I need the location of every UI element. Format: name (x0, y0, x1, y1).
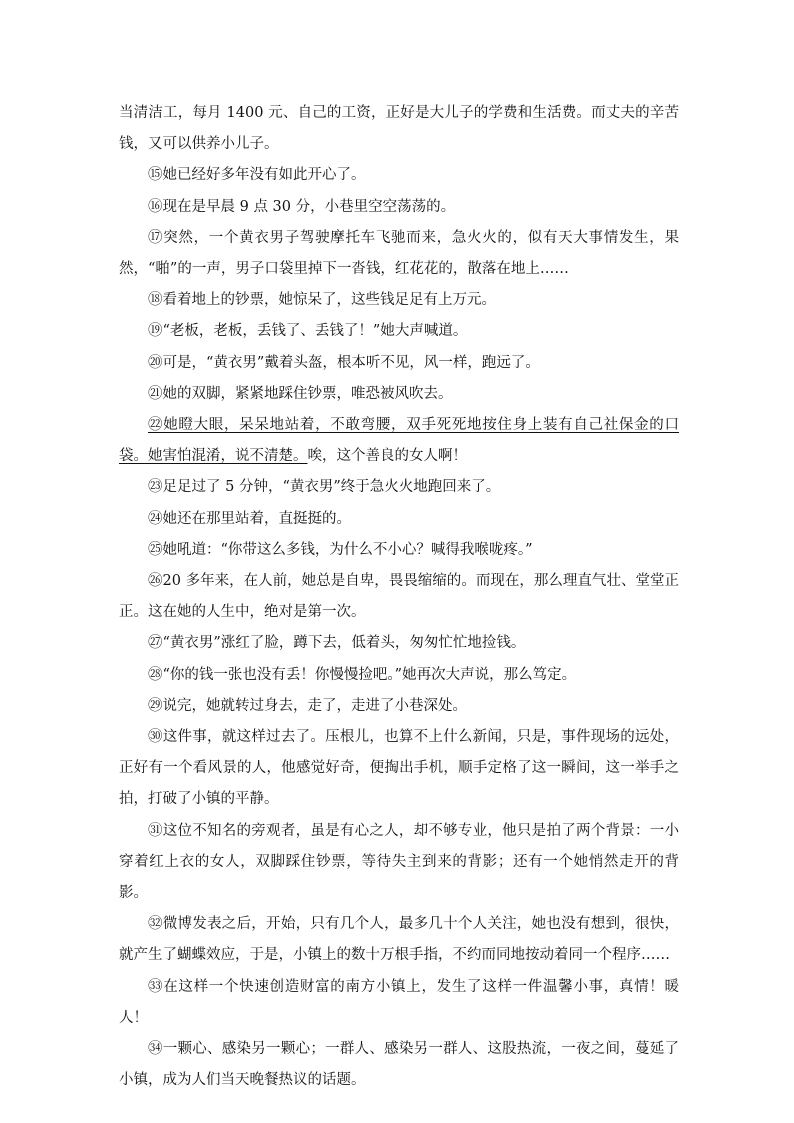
paragraph-31: ㉛这位不知名的旁观者，虽是有心之人，却不够专业，他只是拍了两个背景：一小穿着红上衣的女人，双脚踩住钞票，等待失主到来的背影；还有一个她悄然走开的背影。 (119, 822, 679, 902)
paragraph-16: ⑯现在是早晨 9 点 30 分，小巷里空空荡荡的。 (148, 198, 456, 215)
paragraph-19: ⑲“老板，老板，丢钱了、丢钱了！”她大声喊道。 (148, 323, 468, 340)
paragraph-20: ⑳可是，“黄衣男”戴着头盔，根本听不见，风一样，跑远了。 (148, 354, 540, 371)
underlined-sentence: ㉒她瞪大眼，呆呆地站着，不敢弯腰，双手死死地按住身上装有自己社保金的口袋。她害怕混淆，说不清楚。 (119, 417, 679, 465)
paragraph-continued: 当清洁工，每月 1400 元、自己的工资，正好是大儿子的学费和生活费。而丈夫的辛苦钱，又可以供养小儿子。 (119, 105, 679, 153)
document-body (119, 98, 679, 1097)
paragraph-34: ㉞一颗心、感染另一颗心；一群人、感染另一群人、这股热流，一夜之间，蔓延了小镇，成为人们当天晚餐热议的话题。 (119, 1041, 679, 1089)
paragraph-33: ㉝在这样一个快速创造财富的南方小镇上，发生了这样一件温馨小事，真情！暖人！ (119, 978, 679, 1026)
paragraph-26: ㉖20 多年来，在人前，她总是自卑，畏畏缩缩的。而现在，那么理直气壮、堂堂正正。这在她的人生中，绝对是第一次。 (119, 573, 679, 621)
paragraph-24: ㉔她还在那里站着，直挺挺的。 (148, 510, 351, 527)
paragraph-30: ㉚这件事，就这样过去了。压根儿，也算不上什么新闻，只是，事件现场的远处，正好有一个看风景的人，他感觉好奇，便掏出手机，顺手定格了这一瞬间，这一举手之拍，打破了小镇的平静。 (119, 729, 679, 808)
paragraph-22-rest: 唉，这个善良的女人啊！ (307, 448, 467, 465)
paragraph-32: ㉜微博发表之后，开始，只有几个人，最多几十个人关注，她也没有想到，很快，就产生了蝴蝶效应，于是，小镇上的数十万根手指，不约而同地按动着同一个程序…… (119, 916, 679, 964)
paragraph-23: ㉓足足过了 5 分钟，“黄衣男”终于急火火地跑回来了。 (148, 479, 501, 496)
paragraph-15: ⑮她已经好多年没有如此开心了。 (148, 167, 366, 184)
paragraph-28: ㉘“你的钱一张也没有丢！你慢慢捡吧。”她再次大声说，那么笃定。 (148, 666, 577, 683)
paragraph-21: ㉑她的双脚，紧紧地踩住钞票，唯恐被风吹去。 (148, 385, 453, 402)
paragraph-22 (119, 410, 679, 472)
paragraph-27: ㉗“黄衣男”涨红了脸，蹲下去，低着头，匆匆忙忙地捡钱。 (148, 635, 526, 652)
paragraph-18: ⑱看着地上的钞票，她惊呆了，这些钱足足有上万元。 (148, 292, 496, 309)
paragraph-17: ⑰突然，一个黄衣男子驾驶摩托车飞驰而来，急火火的，似有天大事情发生，果然，“啪”的一声，男子口袋里掉下一沓钱，红花花的，散落在地上…… (119, 229, 679, 278)
paragraph-29: ㉙说完，她就转过身去，走了，走进了小巷深处。 (148, 697, 467, 714)
paragraph-25: ㉕她吼道：“你带这么多钱，为什么不小心？喊得我喉咙疼。” (148, 541, 533, 558)
